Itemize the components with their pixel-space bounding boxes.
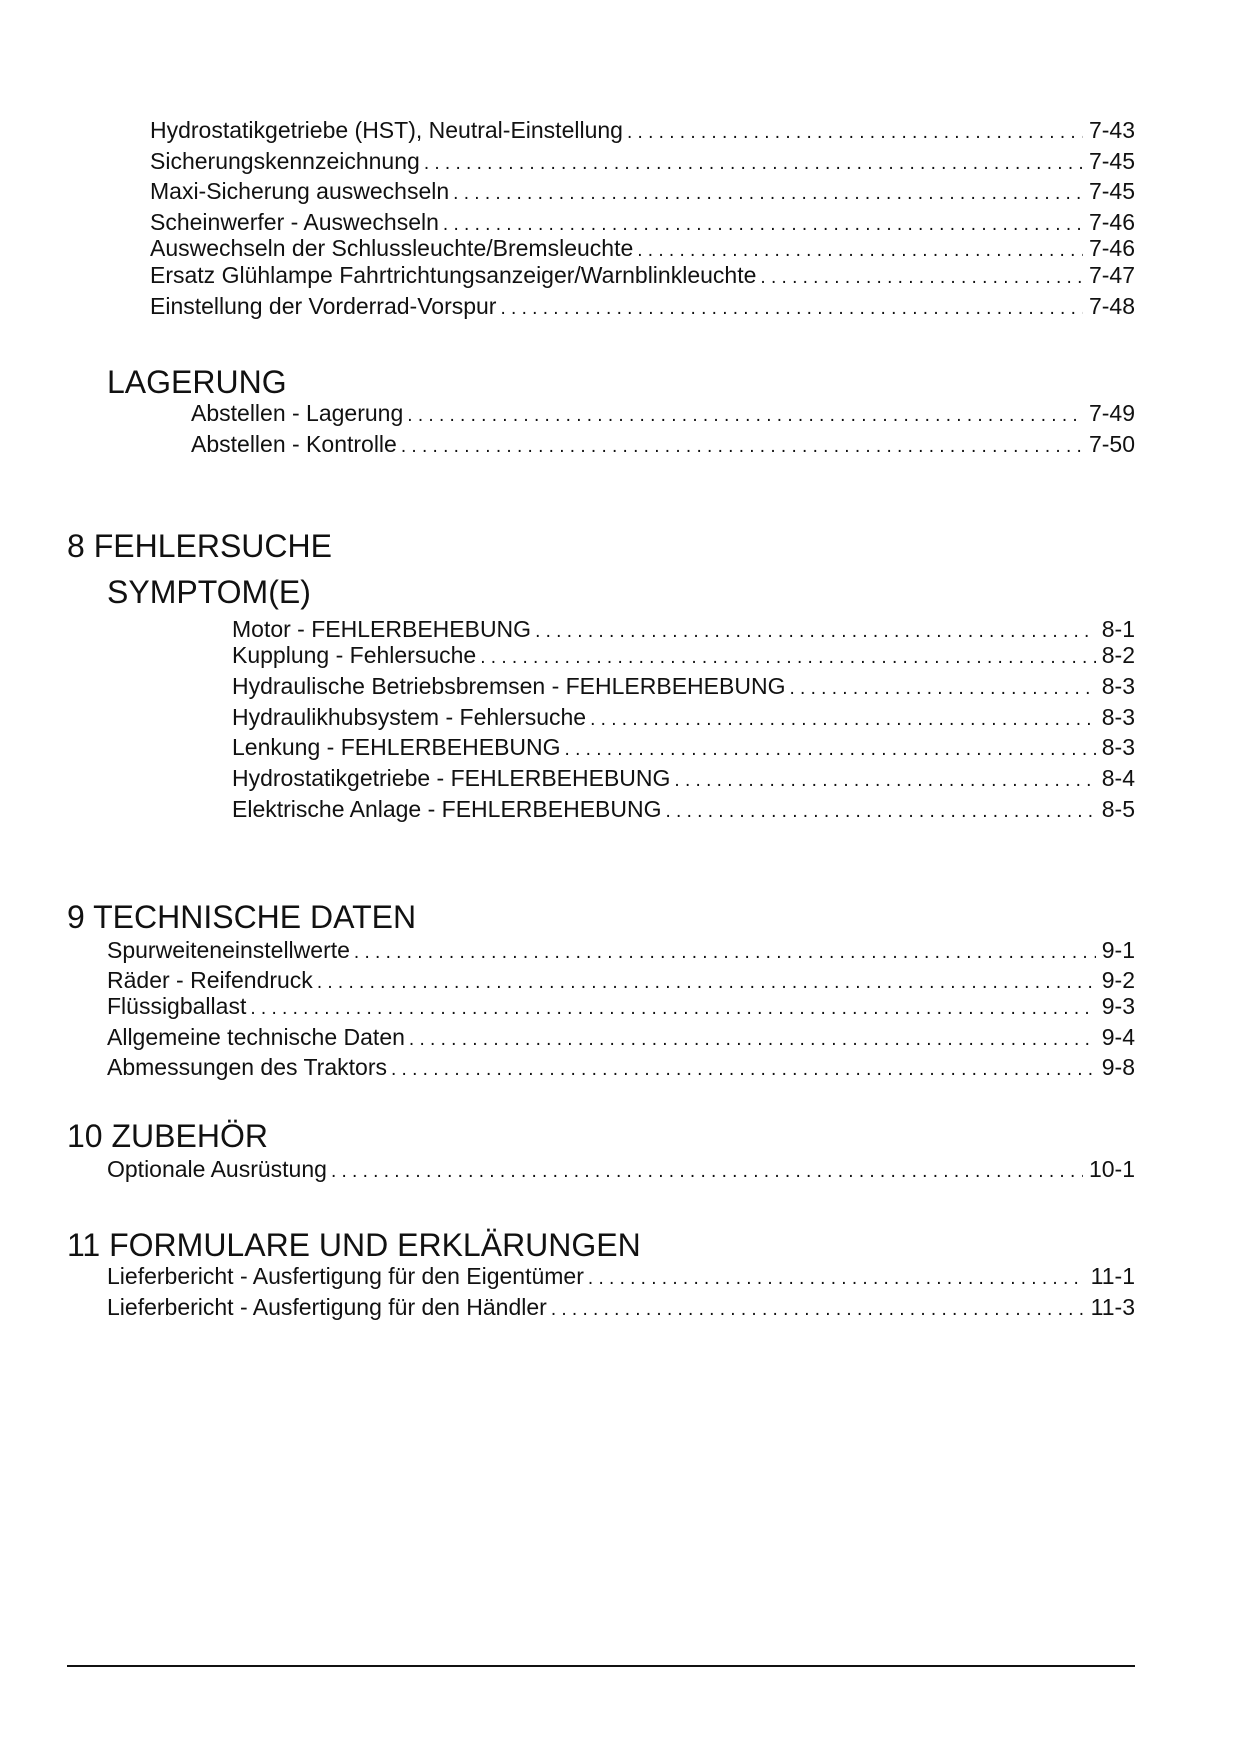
toc-entry-page: 9-4 [1101,1024,1135,1050]
dot-leader [250,993,1095,1022]
toc-entry-page: 9-8 [1101,1054,1135,1080]
footer-divider [67,1665,1135,1667]
toc-entry-title: Hydrostatikgetriebe (HST), Neutral-Einstellung [150,117,623,143]
dot-leader [409,1024,1096,1053]
toc-entry [150,148,1135,177]
toc-entry-page: 8-3 [1101,673,1135,699]
toc-entry [232,765,1135,794]
toc-entry-page: 7-48 [1088,293,1135,319]
toc-entry-page: 8-1 [1101,616,1135,642]
toc-entry [232,642,1135,671]
dot-leader [354,937,1096,966]
toc-entry [191,400,1135,429]
toc-entry [107,1054,1135,1083]
toc-entry [232,616,1135,645]
toc-entry-title: Optionale Ausrüstung [107,1156,327,1182]
toc-entry [232,796,1135,825]
toc-entry [107,1263,1135,1292]
toc-entry-title: Flüssigballast [107,993,247,1019]
dot-leader [551,1294,1085,1323]
toc-entry-title: Räder - Reifendruck [107,967,313,993]
dot-leader [401,431,1083,460]
toc-entry-page: 7-50 [1088,431,1135,457]
toc-entry [107,937,1135,966]
toc-entry [232,704,1135,733]
chapter-heading-10: 10 ZUBEHÖR [67,1118,268,1154]
toc-entry-title: Scheinwerfer - Auswechseln [150,209,439,235]
toc-entry [107,993,1135,1022]
toc-entry-title: Lieferbericht - Ausfertigung für den Händler [107,1294,547,1320]
toc-entry-title: Auswechseln der Schlussleuchte/Bremsleuchte [150,235,634,261]
dot-leader [331,1156,1083,1185]
dot-leader [789,673,1095,702]
toc-entry-page: 7-49 [1088,400,1135,426]
toc-entry-page: 7-45 [1088,178,1135,204]
toc-entry-title: Hydraulische Betriebsbremsen - FEHLERBEHEBUNG [232,673,786,699]
dot-leader [453,178,1083,207]
toc-entry-title: Abstellen - Lagerung [191,400,404,426]
toc-entry-page: 7-46 [1088,235,1135,261]
dot-leader [443,209,1083,238]
toc-entry-title: Elektrische Anlage - FEHLERBEHEBUNG [232,796,662,822]
toc-entry-page: 8-2 [1101,642,1135,668]
toc-entry [107,1294,1135,1323]
toc-entry-title: Einstellung der Vorderrad-Vorspur [150,293,497,319]
toc-entry-page: 7-47 [1088,262,1135,288]
toc-entry-title: Maxi-Sicherung auswechseln [150,178,450,204]
dot-leader [760,262,1083,291]
dot-leader [391,1054,1096,1083]
chapter-heading-9: 9 TECHNISCHE DATEN [67,899,417,935]
toc-entry [232,673,1135,702]
dot-leader [500,293,1082,322]
chapter-heading-8: 8 FEHLERSUCHE [67,528,332,564]
toc-entry [107,1156,1135,1185]
dot-leader [565,734,1096,763]
toc-entry [107,967,1135,996]
dot-leader [407,400,1083,429]
dot-leader [666,796,1096,825]
toc-entry-title: Kupplung - Fehlersuche [232,642,477,668]
toc-entry-page: 8-3 [1101,734,1135,760]
toc-entry-page: 9-1 [1101,937,1135,963]
dot-leader [317,967,1096,996]
toc-entry-page: 9-2 [1101,967,1135,993]
dot-leader [424,148,1083,177]
toc-entry-page: 7-46 [1088,209,1135,235]
toc-entry-page: 11-3 [1090,1294,1135,1320]
toc-entry-title: Abstellen - Kontrolle [191,431,397,457]
toc-entry-page: 8-4 [1101,765,1135,791]
toc-entry-page: 11-1 [1090,1263,1135,1289]
toc-entry-page: 10-1 [1088,1156,1135,1182]
toc-entry-title: Hydrostatikgetriebe - FEHLERBEHEBUNG [232,765,671,791]
toc-entry [150,293,1135,322]
toc-entry [150,262,1135,291]
toc-entry-page: 7-43 [1088,117,1135,143]
toc-entry-title: Hydraulikhubsystem - Fehlersuche [232,704,587,730]
toc-entry-title: Ersatz Glühlampe Fahrtrichtungsanzeiger/Warnblinkleuchte [150,262,757,288]
dot-leader [590,704,1096,733]
dot-leader [674,765,1095,794]
dot-leader [535,616,1096,645]
toc-entry [150,117,1135,146]
toc-entry [107,1024,1135,1053]
section-heading-lagerung: LAGERUNG [107,364,287,400]
dot-leader [637,235,1083,264]
toc-entry-title: Abmessungen des Traktors [107,1054,387,1080]
toc-entry-page: 7-45 [1088,148,1135,174]
toc-entry-title: Spurweiteneinstellwerte [107,937,350,963]
toc-entry [191,431,1135,460]
section-heading-symptome: SYMPTOM(E) [107,574,311,610]
toc-entry-page: 8-3 [1101,704,1135,730]
chapter-heading-11: 11 FORMULARE UND ERKLÄRUNGEN [67,1227,641,1263]
toc-entry-title: Motor - FEHLERBEHEBUNG [232,616,532,642]
dot-leader [588,1263,1085,1292]
toc-entry [150,178,1135,207]
toc-entry [150,235,1135,264]
toc-entry-title: Allgemeine technische Daten [107,1024,405,1050]
dot-leader [480,642,1096,671]
toc-entry-page: 8-5 [1101,796,1135,822]
toc-entry-page: 9-3 [1101,993,1135,1019]
toc-entry-title: Lenkung - FEHLERBEHEBUNG [232,734,561,760]
toc-entry-title: Lieferbericht - Ausfertigung für den Eigentümer [107,1263,584,1289]
toc-entry-title: Sicherungskennzeichnung [150,148,420,174]
toc-entry [150,209,1135,238]
dot-leader [627,117,1083,146]
toc-entry [232,734,1135,763]
